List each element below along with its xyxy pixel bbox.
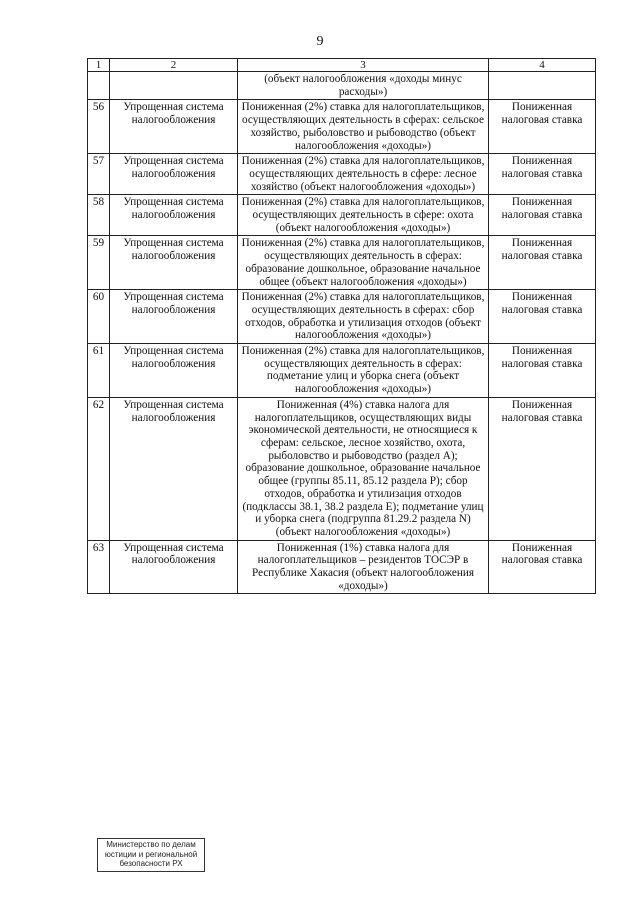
row-benefit-type: Пониженная налоговая ставка [489,540,596,594]
row-tax-system: Упрощенная система налогообложения [110,236,238,290]
row-number: 56 [88,100,110,154]
row-benefit-type: Пониженная налоговая ставка [489,344,596,398]
row-benefit-type: Пониженная налоговая ставка [489,397,596,540]
row-number [88,72,110,100]
row-number: 62 [88,397,110,540]
row-benefit-type: Пониженная налоговая ставка [489,290,596,344]
row-description: Пониженная (2%) ставка для налогоплательщиков, осуществляющих деятельность в сферах: сбор отходов, обработка и утилизация отходов (объект налогообложения «доходы») [238,290,489,344]
row-description: Пониженная (1%) ставка налога для налогоплательщиков – резидентов ТОСЭР в Республике Хакасия (объект налогообложения «доходы») [238,540,489,594]
row-number: 61 [88,344,110,398]
row-number: 57 [88,154,110,195]
row-number: 59 [88,236,110,290]
table-row [88,290,596,344]
table-row [88,154,596,195]
row-tax-system: Упрощенная система налогообложения [110,540,238,594]
table-row [88,100,596,154]
row-description: (объект налогообложения «доходы минус расходы») [238,72,489,100]
row-number: 58 [88,195,110,236]
table-header-row [88,59,596,72]
row-number: 63 [88,540,110,594]
page-number: 9 [316,34,324,49]
row-benefit-type: Пониженная налоговая ставка [489,100,596,154]
row-tax-system [110,72,238,100]
header-cell-3: 3 [238,59,489,72]
row-description: Пониженная (2%) ставка для налогоплательщиков, осуществляющих деятельность в сферах: сельское хозяйство, рыболовство и рыбоводство (объект налогообложения «доходы») [238,100,489,154]
ministry-stamp: Министерство по делам юстиции и региональной безопасности РХ [97,838,205,872]
table-row [88,236,596,290]
row-description: Пониженная (2%) ставка для налогоплательщиков, осуществляющих деятельность в сфере: лесное хозяйство (объект налогообложения «доходы») [238,154,489,195]
header-cell-1: 1 [88,59,110,72]
table-row-continuation [88,72,596,100]
row-benefit-type: Пониженная налоговая ставка [489,154,596,195]
table-row [88,195,596,236]
row-tax-system: Упрощенная система налогообложения [110,100,238,154]
row-description: Пониженная (2%) ставка для налогоплательщиков, осуществляющих деятельность в сферах: подметание улиц и уборка снега (объект налогообложения «доходы») [238,344,489,398]
header-cell-2: 2 [110,59,238,72]
row-tax-system: Упрощенная система налогообложения [110,344,238,398]
table-row [88,540,596,594]
row-tax-system: Упрощенная система налогообложения [110,154,238,195]
header-cell-4: 4 [489,59,596,72]
row-number: 60 [88,290,110,344]
row-description: Пониженная (4%) ставка налога для налогоплательщиков, осуществляющих виды экономической деятельности, не относящиеся к сферам: сельское, лесное хозяйство, охота, рыболовство и рыбоводство (раздел А); образование дошкольное, образование начальное общее (группы 85.11, 85.12 раздела Р); сбор отходов, обработка и утилизация отходов (подклассы 38.1, 38.2 раздела Е); подметание улиц и уборка снега (подгруппа 81.29.2 раздела N) (объект налогообложения «доходы») [238,397,489,540]
tax-benefits-table [87,58,596,594]
row-tax-system: Упрощенная система налогообложения [110,290,238,344]
row-description: Пониженная (2%) ставка для налогоплательщиков, осуществляющих деятельность в сферах: образование дошкольное, образование начальное общее (объект налогообложения «доходы») [238,236,489,290]
table-row [88,397,596,540]
row-tax-system: Упрощенная система налогообложения [110,195,238,236]
row-benefit-type: Пониженная налоговая ставка [489,195,596,236]
row-description: Пониженная (2%) ставка для налогоплательщиков, осуществляющих деятельность в сфере: охота (объект налогообложения «доходы») [238,195,489,236]
row-tax-system: Упрощенная система налогообложения [110,397,238,540]
row-benefit-type: Пониженная налоговая ставка [489,236,596,290]
table-row [88,344,596,398]
row-benefit-type [489,72,596,100]
